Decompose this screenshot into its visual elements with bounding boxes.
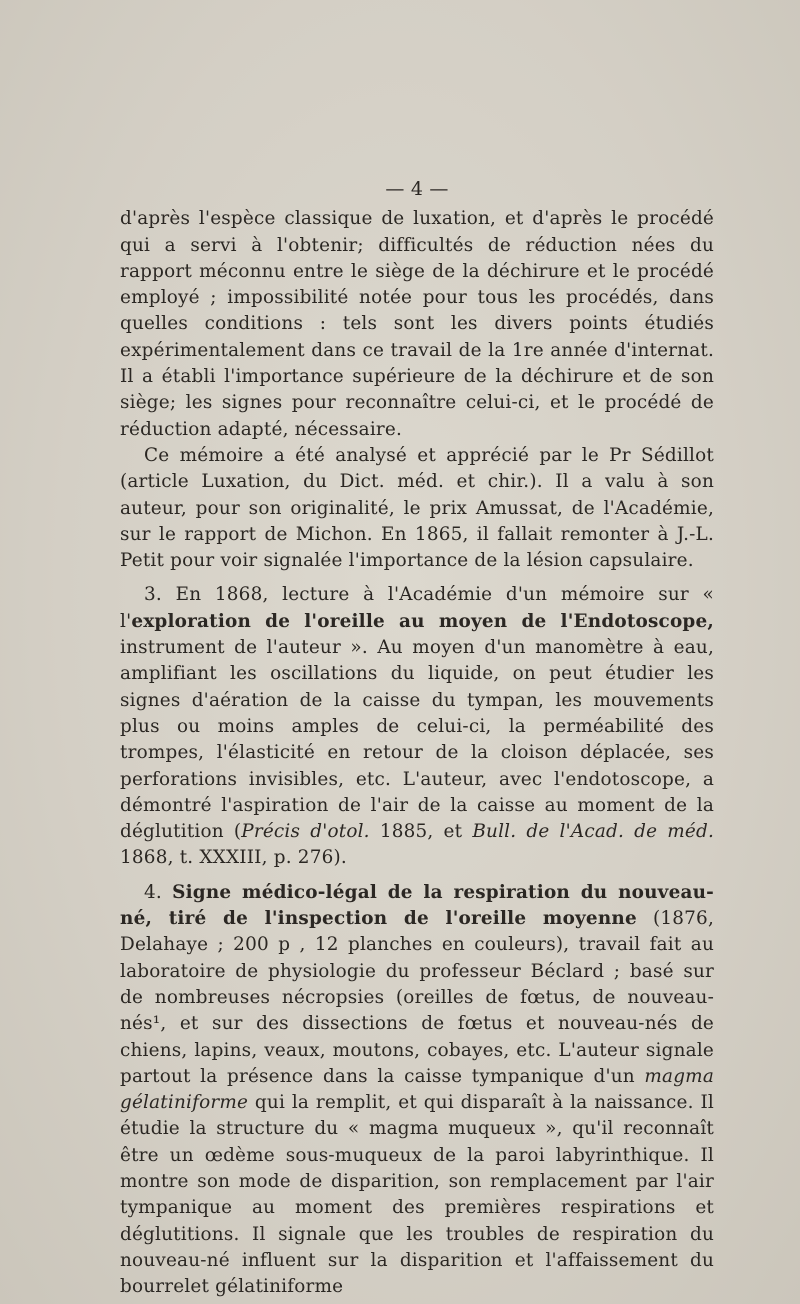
item-4-text-2: qui la remplit, et qui disparaît à la naissance. Il étudie la structure du « magma muqueux », qu'il reconnaît être un œdème sous-muqueux de la paroi labyrinthique. Il montre son mode de disparition, son remplacement par l'air tympanique au moment des premières respirations et déglutitions. Il signale que les troubles de respiration du nouveau-né influent sur la disparition et l'affaissement du bourrelet gélatiniforme: [120, 1092, 714, 1298]
item-3-text-3: 1868, t. XXXIII, p. 276).: [120, 847, 347, 869]
paragraph-sedillot: Ce mémoire a été analysé et apprécié par le Pr Sédillot (article Luxation, du Dict. méd. et chir.). Il a valu à son auteur, pour son originalité, le prix Amussat, de l'Académie, sur le rapport de Michon. En 1865, il fallait remonter à J.-L. Petit pour voir signalée l'importance de la lésion capsulaire.: [120, 444, 714, 572]
item-3-text-2: 1885, et: [369, 821, 473, 843]
item-4-text-1: (1876, Delahaye ; 200 p , 12 planches en couleurs), travail fait au laboratoire de physiologie du professeur Béclard ; basé sur de nombreuses nécropsies (oreilles de fœtus, de nouveau-nés¹, et sur des dissections de fœtus et nouveau-nés de chiens, lapins, veaux, moutons, cobayes, etc. L'auteur signale partout la présence dans la caisse tympanique d'un: [120, 908, 714, 1087]
item-4-title: Signe médico-légal de la respiration du nouveau-né, tiré de l'inspection de l'oreille moyenne: [120, 881, 714, 930]
paragraph-luxation: d'après l'espèce classique de luxation, et d'après le procédé qui a servi à l'obtenir; difficultés de réduction nées du rapport méconnu entre le siège de la déchirure et le procédé employé ; impossibilité notée pour tous les procédés, dans quelles conditions : tels sont les divers points étudiés expérimentalement dans ce travail de la 1re année d'internat. Il a établi l'importance supérieure de la déchirure et de son siège; les signes pour reconnaître celui-ci, et le procédé de réduction adapté, nécessaire.: [120, 208, 714, 440]
item-4-lead: 4.: [144, 881, 173, 903]
page-number: — 4 —: [385, 178, 449, 200]
item-3-italic-1: Précis d'otol.: [241, 821, 370, 843]
item-4-italic-1: magma gélatiniforme: [120, 1065, 714, 1114]
document-page: [120, 176, 714, 1300]
item-3-title: exploration de l'oreille au moyen de l'Endotoscope,: [131, 610, 714, 632]
item-3-text-1: instrument de l'auteur ». Au moyen d'un manomètre à eau, amplifiant les oscillations du liquide, on peut étudier les signes d'aération de la caisse du tympan, les mouvements plus ou moins amples de celui-ci, la perméabilité des trompes, l'élasticité en retour de la cloison déplacée, ses perforations invisibles, etc. L'auteur, avec l'endotoscope, a démontré l'aspiration de l'air de la caisse au moment de la déglutition (: [120, 637, 714, 843]
item-3-italic-2: Bull. de l'Acad. de méd.: [472, 821, 714, 843]
item-3-lead: 3. En 1868, lecture à l'Académie d'un mémoire sur « l': [120, 584, 714, 632]
item-4-signe-medico-legal: [120, 880, 714, 1301]
item-3-endotoscope: [120, 582, 714, 871]
